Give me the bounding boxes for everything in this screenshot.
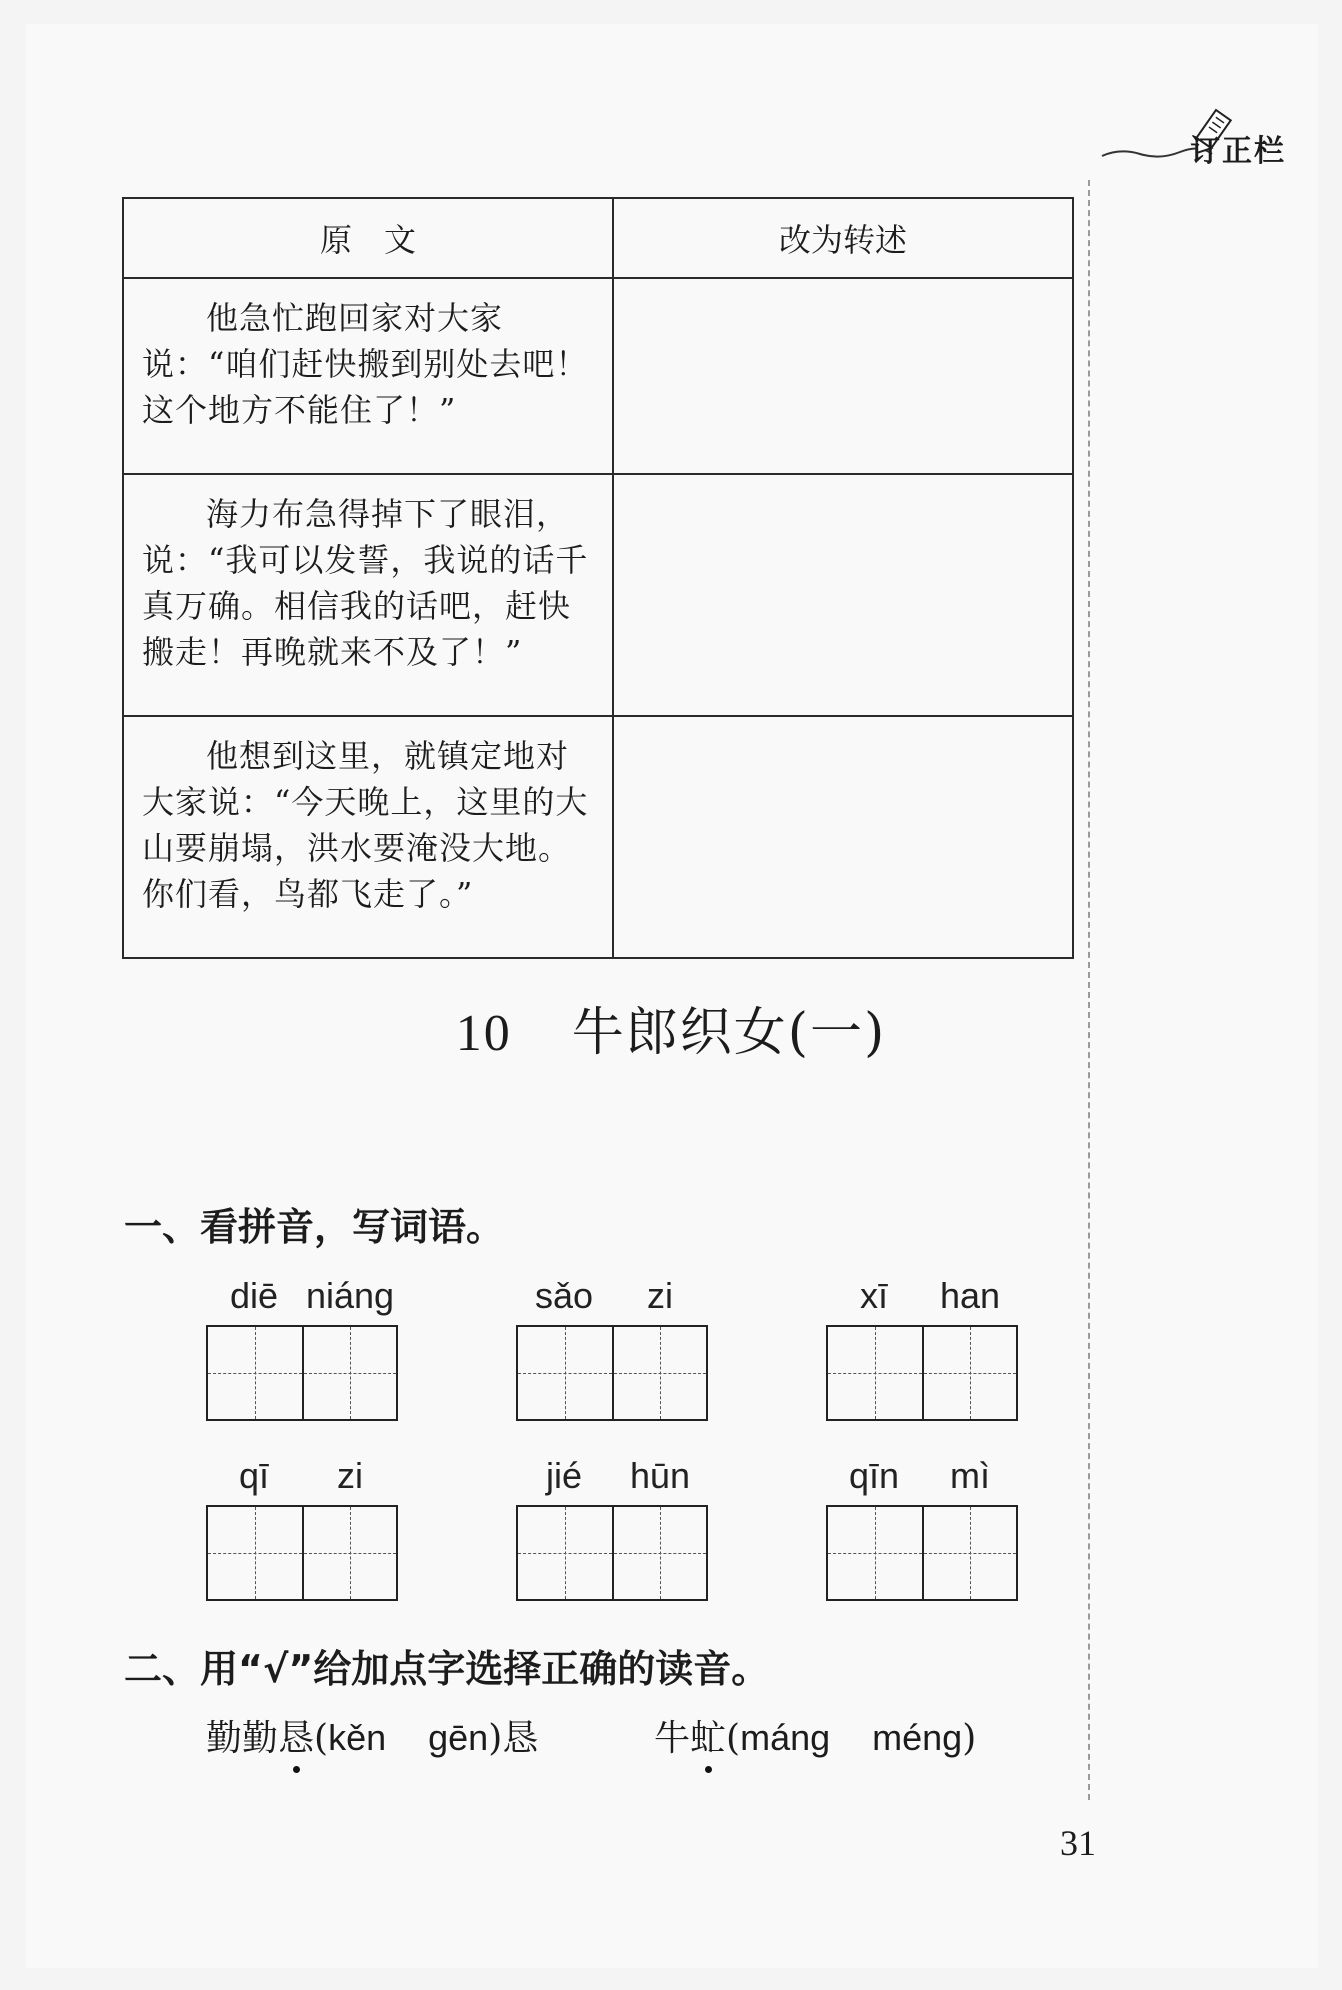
section2-heading: 二、用“√”给加点字选择正确的读音。 [124,1647,770,1691]
dotted-char: 恳 [278,1718,315,1759]
writing-grid[interactable] [516,1505,708,1601]
pinyin-syllable: mì [950,1455,990,1496]
original-text: 海力布急得掉下了眼泪，说：“我可以发誓，我说的话千真万确。相信我的话吧，赶快搬走！再晚就来不及了！” [123,474,613,716]
writing-grid[interactable] [826,1505,1018,1601]
pinyin-syllable: sǎo [534,1275,594,1316]
paren-close: ) [962,1718,977,1759]
word-suffix: 恳 [502,1718,539,1759]
correction-label: 订正栏 [1190,134,1286,169]
option-pinyin[interactable]: gēn [428,1717,489,1758]
page-number: 31 [1060,1823,1096,1863]
original-text: 他急忙跑回家对大家说：“咱们赶快搬到别处去吧！这个地方不能住了！” [123,278,613,474]
pinyin-syllable: xī [859,1275,888,1316]
pinyin-syllable: han [939,1275,1001,1316]
section1-heading: 一、看拼音，写词语。 [124,1205,505,1249]
dotted-char: 虻 [690,1718,727,1759]
word-prefix: 牛 [654,1718,691,1759]
pinyin-syllable: qīn [848,1455,900,1496]
writing-grid[interactable] [516,1325,708,1421]
lesson-number: 10 [455,1005,512,1062]
paren-open: ( [314,1718,329,1759]
writing-grid[interactable] [206,1505,398,1601]
quote-conversion-table [122,197,1074,959]
lesson-title [0,990,1342,1065]
rewrite-answer-cell[interactable] [613,474,1073,716]
lesson-name: 牛郎织女(一) [571,1003,887,1063]
pinyin-syllable: hūn [629,1455,691,1496]
writing-grid[interactable] [206,1325,398,1421]
pinyin-syllable: niáng [305,1275,395,1316]
rewrite-answer-cell[interactable] [613,716,1073,958]
pinyin-syllable: diē [229,1275,279,1316]
pinyin-syllable: qī [238,1455,270,1496]
writing-grid[interactable] [826,1325,1018,1421]
original-text: 他想到这里，就镇定地对大家说：“今天晚上，这里的大山要崩塌，洪水要淹没大地。你们看，鸟都飞走了。” [123,716,613,958]
pinyin-syllable: zi [337,1455,363,1496]
pinyin-syllable: jié [545,1455,583,1496]
reading-choice-2 [654,1710,976,1761]
reading-choice-1 [206,1710,538,1761]
paren-close: ) [488,1718,503,1759]
word-prefix: 勤勤 [206,1718,279,1759]
paren-open: ( [726,1718,741,1759]
option-pinyin[interactable]: méng [872,1717,963,1758]
pinyin-syllable: zi [647,1275,673,1316]
option-pinyin[interactable]: máng [740,1717,831,1758]
rewrite-answer-cell[interactable] [613,278,1073,474]
option-pinyin[interactable]: kěn [328,1717,387,1758]
header-rewrite: 改为转述 [613,198,1073,278]
header-original: 原 文 [123,198,613,278]
